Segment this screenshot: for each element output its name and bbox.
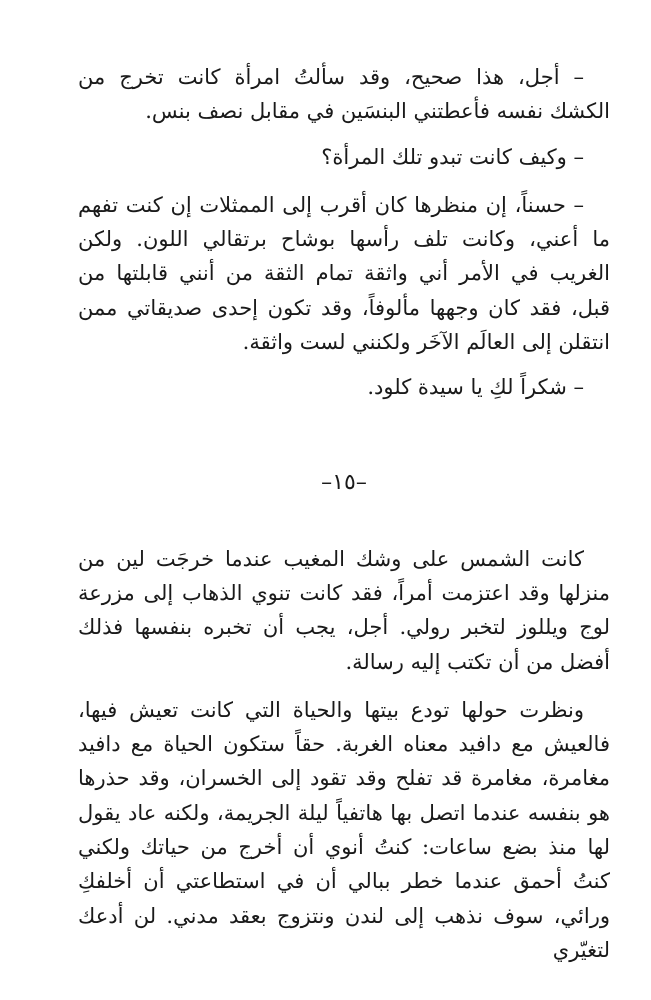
dialogue-paragraph-3: – حسناً، إن منظرها كان أقرب إلى الممثلات إن كنت تفهم ما أعني، وكانت تلف رأسها بوشاح برتقالي اللون. ولكن الغريب في الأمر أني واثقة تمام الثقة من أنني قابلتها من قبل، فقد كان وجهها مألوفاً، وقد تكون إحدى صديقاتي ممن انتقلن إلى العالَم الآخَر ولكنني لست واثقة.: [78, 192, 610, 355]
dialogue-paragraph-4: – شكراً لكِ يا سيدة كلود.: [367, 375, 584, 400]
book-page: [78, 60, 610, 967]
narrative-paragraph-2: ونظرت حولها تودع بيتها والحياة التي كانت تعيش فيها، فالعيش مع دافيد معناه الغربة. حقاً ستكون الحياة مع دافيد مغامرة، مغامرة قد تفلح وقد تقود إلى الخسران، وقد حذرها هو بنفسه عندما اتصل بها هاتفياً ليلة الجريمة، ولكنه عاد يقول لها منذ بضع ساعات: كنتُ أنوي أن أخرج من حياتك ولكني كنتُ أحمق عندما خطر ببالي أن في استطاعتي أن أخلفكِ ورائي، سوف نذهب إلى لندن ونتزوج بعقد مدني. لن أدعك لتغيّري: [78, 697, 610, 962]
dialogue-paragraph-2: – وكيف كانت تبدو تلك المرأة؟: [321, 144, 584, 169]
narrative-paragraph-1: كانت الشمس على وشك المغيب عندما خرجَت لين من منزلها وقد اعتزمت أمراً، فقد كانت تنوي الذهاب إلى مزرعة لوج ويللوز لتخبر رولي. أجل، يجب أن تخبره بنفسها فذلك أفضل من أن تكتب إليه رسالة.: [78, 546, 610, 674]
chapter-number: –١٥–: [321, 469, 367, 495]
dialogue-paragraph-1: – أجل، هذا صحيح، وقد سألتُ امرأة كانت تخرج من الكشك نفسه فأعطتني البنسَين في مقابل نصف بنس.: [78, 65, 610, 124]
